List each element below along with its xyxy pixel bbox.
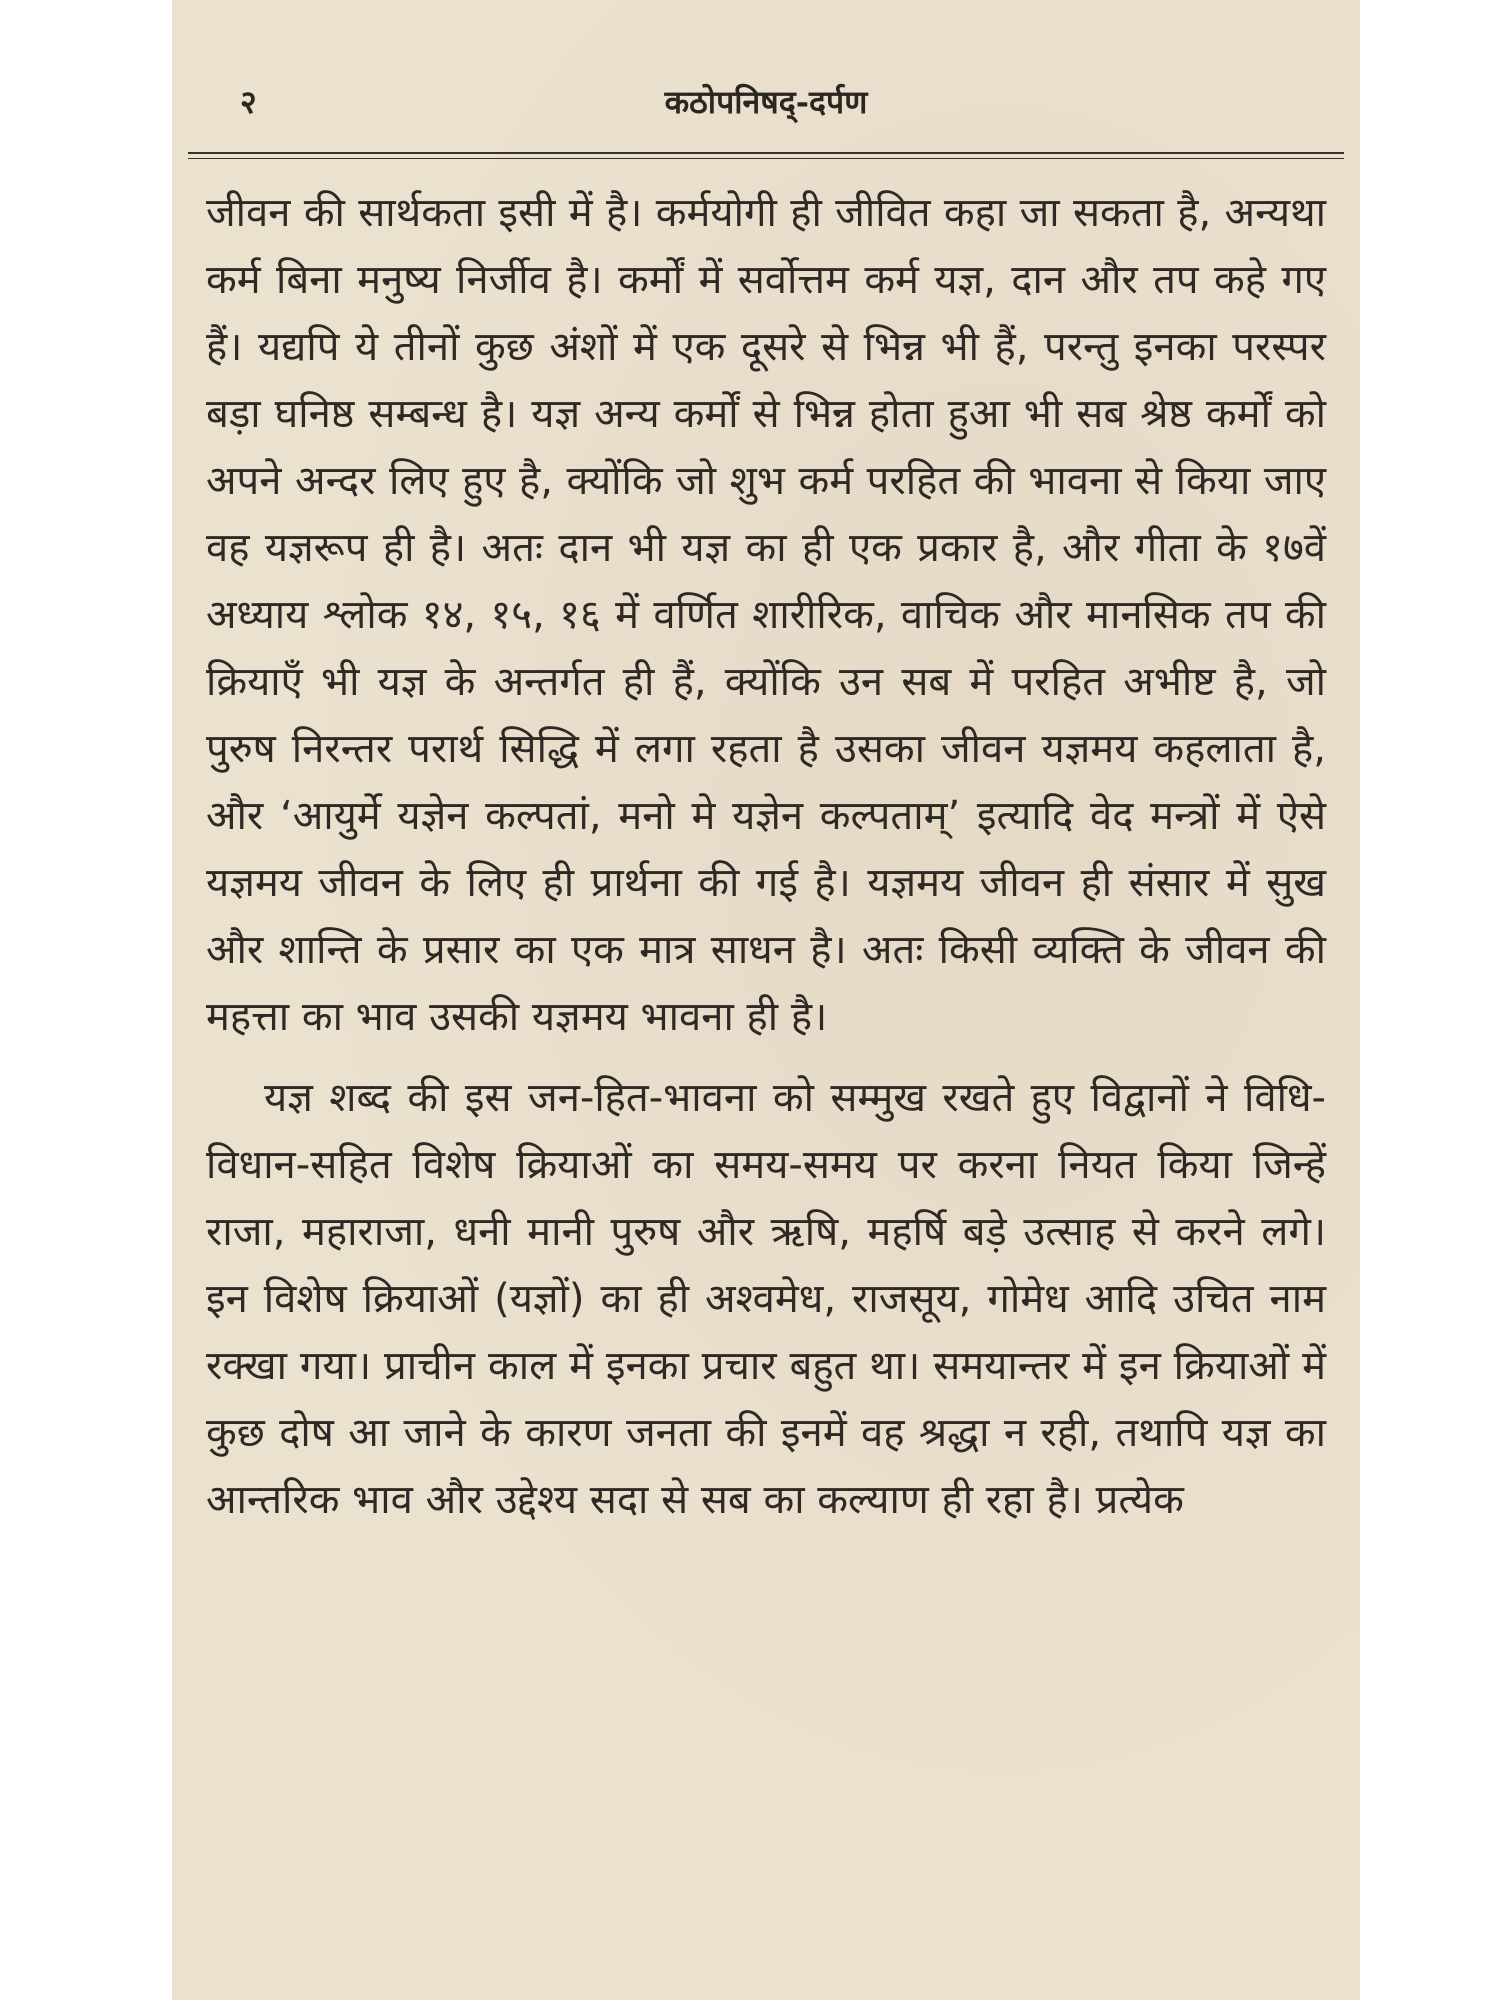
paragraph-2: यज्ञ शब्द की इस जन-हित-भावना को सम्मुख रखते हुए विद्वानों ने विधि-विधान-सहित विशेष क्रियाओं का समय-समय पर करना नियत किया जिन्हें राजा, महाराजा, धनी मानी पुरुष और ऋषि, महर्षि बड़े उत्साह से करने लगे। इन विशेष क्रियाओं (यज्ञों) का ही अश्वमेध, राजसूय, गोमेध आदि उचित नाम रक्खा गया। प्राचीन काल में इनका प्रचार बहुत था। समयान्तर में इन क्रियाओं में कुछ दोष आ जाने के कारण जनता की इनमें वह श्रद्धा न रही, तथापि यज्ञ का आन्तरिक भाव और उद्देश्य सदा से सब का कल्याण ही रहा है। प्रत्येक bbox=[206, 1075, 1326, 1523]
paragraph-1: जीवन की सार्थकता इसी में है। कर्मयोगी ही जीवित कहा जा सकता है, अन्यथा कर्म बिना मनुष्य निर्जीव है। कर्मों में सर्वोत्तम कर्म यज्ञ, दान और तप कहे गए हैं। यद्यपि ये तीनों कुछ अंशों में एक दूसरे से भिन्न भी हैं, परन्तु इनका परस्पर बड़ा घनिष्ठ सम्बन्ध है। यज्ञ अन्य कर्मों से भिन्न होता हुआ भी सब श्रेष्ठ कर्मों को अपने अन्दर लिए हुए है, क्योंकि जो शुभ कर्म परहित की भावना से किया जाए वह यज्ञरूप ही है। अतः दान भी यज्ञ का ही एक प्रकार है, और गीता के १७वें अध्याय श्लोक १४, १५, १६ में वर्णित शारीरिक, वाचिक और मानसिक तप की क्रियाएँ भी यज्ञ के अन्तर्गत ही हैं, क्योंकि उन सब में परहित अभीष्ट है, जो पुरुष निरन्तर परार्थ सिद्धि में लगा रहता है उसका जीवन यज्ञमय कहलाता है, और ‘आयुर्मे यज्ञेन कल्पतां, मनो मे यज्ञेन कल्पताम्’ इत्यादि वेद मन्त्रों में ऐसे यज्ञमय जीवन के लिए ही प्रार्थना की गई है। यज्ञमय जीवन ही संसार में सुख और शान्ति के प्रसार का एक मात्र साधन है। अतः किसी व्यक्ति के जीवन की महत्ता का भाव उसकी यज्ञमय भावना ही है। bbox=[206, 190, 1326, 1040]
running-head bbox=[200, 80, 1332, 140]
body-text bbox=[206, 180, 1326, 1548]
header-rule bbox=[188, 152, 1344, 159]
page-number: २ bbox=[240, 83, 257, 121]
book-page bbox=[172, 0, 1360, 2000]
page-title: कठोपनिषद्-दर्पण bbox=[664, 83, 868, 121]
